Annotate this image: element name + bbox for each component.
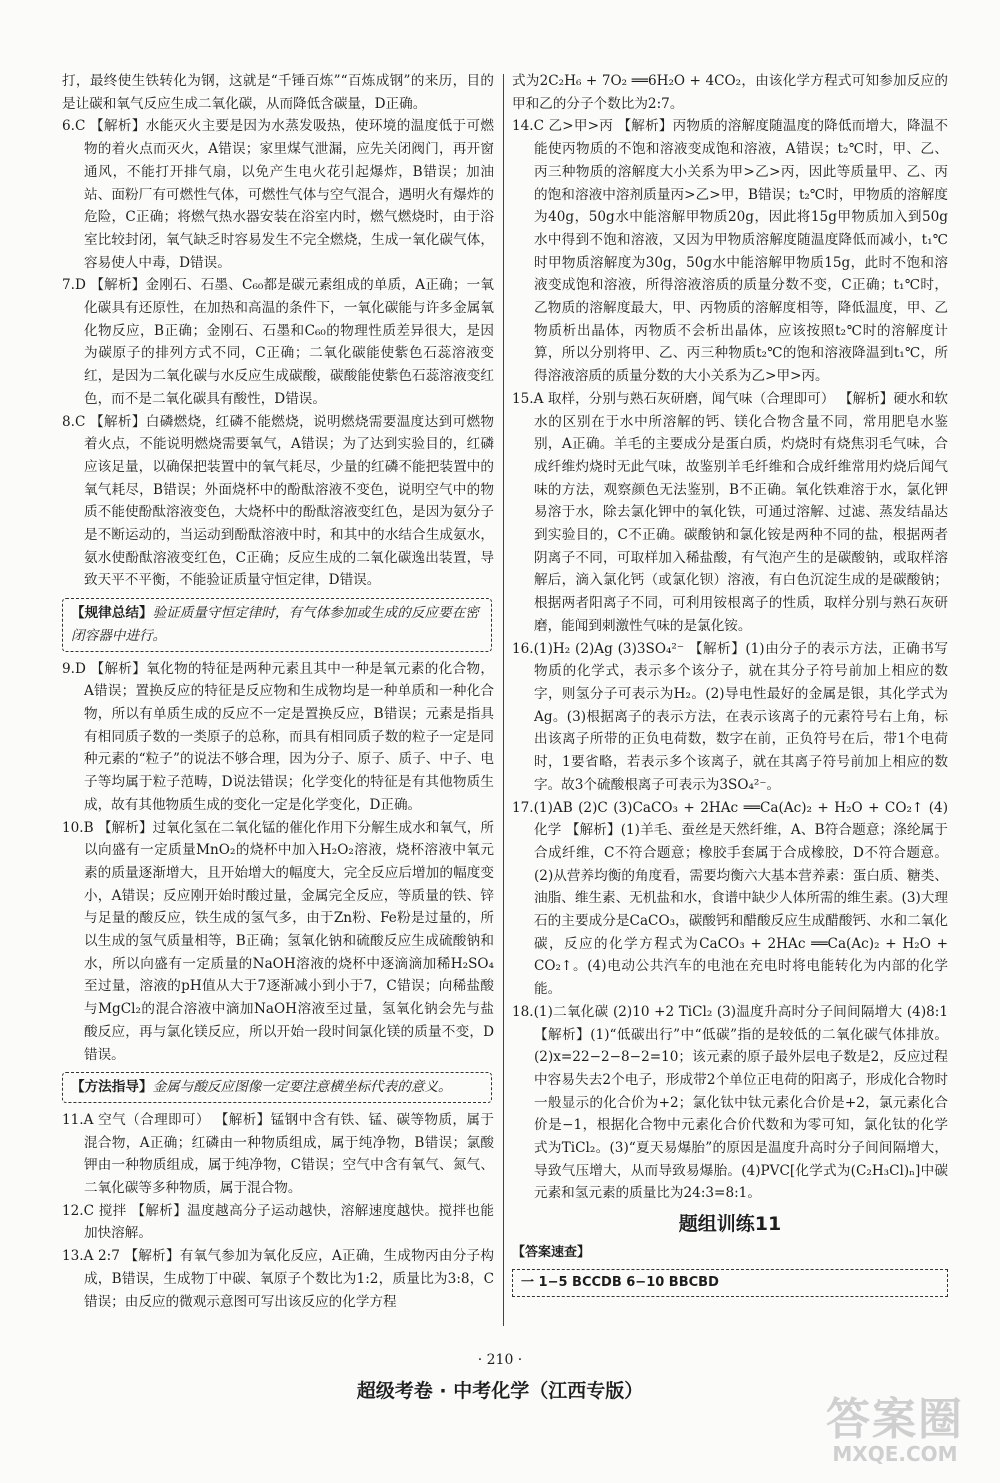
answer-quick-check-label: 【答案速查】 xyxy=(512,1244,591,1260)
column-divider xyxy=(503,74,504,1326)
answer-item-14: 14.C 乙>甲>丙 【解析】丙物质的溶解度随温度的降低而增大，降温不能使丙物质的不饱和溶液变成饱和溶液，A错误；t₂℃时，甲、乙、丙三种物质的溶解度大小关系为甲>乙>丙，因此等质量甲、乙、丙的饱和溶液中溶剂质量丙>乙>甲，B错误；t₂℃时，甲物质的溶解度为40g，50g水中能溶解甲物质20g，因此将15g甲物质加入到50g水中得到不饱和溶液，又因为甲物质溶解度随温度降低而减小，t₁℃时甲物质溶解度为30g，50g水中能溶解甲物质15g，此时不饱和溶液变成饱和溶液，所得溶液溶质的质量分数不变，C正确；t₁℃时，乙物质的溶解度最大，甲、丙物质的溶解度相等，降低温度，甲、乙物质析出晶体，丙物质不会析出晶体，应该按照t₂℃时的溶解度计算，所以分别将甲、乙、丙三种物质t₂℃的饱和溶液降温到t₁℃，所得溶液溶质的质量分数的大小关系为乙>甲>丙。 xyxy=(512,118,948,385)
method-guide-box xyxy=(62,1072,492,1103)
answer-item-12: 12.C 搅拌 【解析】温度越高分子运动越快，溶解速度越快。搅拌也能加快溶解。 xyxy=(62,1202,494,1242)
book-title: 超级考卷 · 中考化学（江西专版） xyxy=(356,1380,644,1402)
answer-item-13: 13.A 2:7 【解析】有氧气参加为氧化反应，A正确，生成物丙由分子构成，B错误，生成物丁中碳、氧原子个数比为1:2，质量比为3:8，C错误；由反应的微观示意图可写出该反应的化学方程 xyxy=(62,1248,494,1310)
watermark-text: 答案圈 xyxy=(826,1394,964,1445)
left-column xyxy=(62,70,494,1313)
rule-summary-text: 验证质量守恒定律时，有气体参加或生成的反应要在密闭容器中进行。 xyxy=(71,605,479,644)
right-column xyxy=(512,70,948,1297)
method-guide-text: 金属与酸反应图像一定要注意横坐标代表的意义。 xyxy=(152,1079,452,1096)
paragraph-continuation: 打，最终使生铁转化为钢，这就是“千锤百炼”“百炼成钢”的来历，目的是让碳和氧气反应生成二氧化碳，从而降低含碳量，D正确。 xyxy=(62,73,494,112)
answer-item-16: 16.(1)H₂ (2)Ag (3)3SO₄²⁻ 【解析】(1)由分子的表示方法，正确书写物质的化学式，表示多个该分子，就在其分子符号前加上相应的数字，则氢分子可表示为H₂。(2)导电性最好的金属是银，其化学式为Ag。(3)根据离子的表示方法，在表示该离子的元素符号右上角，标出该离子所带的正负电荷数，数字在前，正负符号在后，带1个电荷时，1要省略，若表示多个该离子，就在其离子符号前加上相应的数字。故3个硫酸根离子可表示为3SO₄²⁻。 xyxy=(512,640,948,793)
watermark-url: MXQE.COM xyxy=(832,1442,958,1466)
answer-item-18: 18.(1)二氧化碳 (2)10 +2 TiCl₂ (3)温度升高时分子间间隔增大 (4)8:1 【解析】(1)“低碳出行”中“低碳”指的是较低的二氧化碳气体排放。(2)x=22−2−8−2=10；该元素的原子最外层电子数是2，反应过程中容易失去2个电子，形成带2个单位正电荷的阳离子，形成化合物时一般显示的化合价为+2；氯化钛中钛元素化合价是+2，氯元素化合价是−1，根据化合物中元素化合价代数和为零可知，氯化钛的化学式为TiCl₂。(3)“夏天易爆胎”的原因是温度升高时分子间间隔增大，导致气压增大，从而导致易爆胎。(4)PVC[化学式为(C₂H₃Cl)ₙ]中碳元素和氢元素的质量比为24:3=8:1。 xyxy=(512,1003,948,1202)
page-number: · 210 · xyxy=(477,1352,523,1368)
method-guide-label: 【方法指导】 xyxy=(71,1079,153,1096)
answer-quick-check-box: 一 1−5 BCCDB 6−10 BBCBD xyxy=(512,1269,948,1298)
answer-item-11: 11.A 空气（合理即可） 【解析】锰钢中含有铁、锰、碳等物质，属于混合物，A正确；红磷由一种物质组成，属于纯净物，B错误；氯酸钾由一种物质组成，属于纯净物，C错误；空气中含有氧气、氮气、二氧化碳等多种物质，属于混合物。 xyxy=(62,1111,494,1197)
answer-item-10: 10.B 【解析】过氧化氢在二氧化锰的催化作用下分解生成水和氧气，所以向盛有一定质量MnO₂的烧杯中加入H₂O₂溶液，烧杯溶液中氧元素的质量逐渐增大，且开始增大的幅度大，完全反应后增加的幅度变小，A错误；反应刚开始时酸过量，金属完全反应，等质量的铁、锌与足量的酸反应，铁生成的氢气多，由于Zn粉、Fe粉是过量的，所以生成的氢气质量相等，B正确；氢氧化钠和硫酸反应生成硫酸钠和水，所以向盛有一定质量的NaOH溶液的烧杯中逐滴滴加稀H₂SO₄至过量，溶液的pH值从大于7逐渐减小到小于7，C错误；向稀盐酸与MgCl₂的混合溶液中滴加NaOH溶液至过量，氢氧化钠会先与盐酸反应，再与氯化镁反应，所以开始一段时间氯化镁的质量不变，D错误。 xyxy=(62,819,494,1063)
watermark-logo xyxy=(810,1394,980,1469)
section-title: 题组训练11 xyxy=(678,1213,782,1236)
rule-summary-label: 【规律总结】 xyxy=(71,605,153,622)
answer-item-17: 17.(1)AB (2)C (3)CaCO₃ + 2HAc ══Ca(Ac)₂ + H₂O + CO₂↑ (4)化学 【解析】(1)羊毛、蚕丝是天然纤维，A、B符合题意；涤纶属于合成纤维，C不符合题意；橡胶手套属于合成橡胶，D不符合题意。(2)从营养均衡的角度看，需要均衡六大基本营养素：蛋白质、糖类、油脂、维生素、无机盐和水，食谱中缺少人体所需的维生素。(3)大理石的主要成分是CaCO₃，碳酸钙和醋酸反应生成醋酸钙、水和二氧化碳，反应的化学方程式为CaCO₃ + 2HAc ══Ca(Ac)₂ + H₂O + CO₂↑。(4)电动公共汽车的电池在充电时将电能转化为内部的化学能。 xyxy=(512,799,948,998)
answer-item-15: 15.A 取样，分别与熟石灰研磨，闻气味（合理即可） 【解析】硬水和软水的区别在于水中所溶解的钙、镁化合物含量不同，常用肥皂水鉴别，A正确。羊毛的主要成分是蛋白质，灼烧时有烧焦羽毛气味，合成纤维灼烧时无此气味，故鉴别羊毛纤维和合成纤维常用灼烧后闻气味的方法，观察颜色无法鉴别，B不正确。氧化铁难溶于水，氯化钾易溶于水，除去氯化钾中的氧化铁，可通过溶解、过滤、蒸发结晶达到实验目的，C不正确。碳酸钠和氯化铵是两种不同的盐，根据两者阴离子不同，可取样加入稀盐酸，有气泡产生的是碳酸钠，或取样溶解后，滴入氯化钙（或氯化钡）溶液，有白色沉淀生成的是碳酸钠；根据两者阳离子不同，可利用铵根离子的性质，取样分别与熟石灰研磨，能闻到刺激性气味的是氯化铵。 xyxy=(512,390,948,634)
answer-item-8: 8.C 【解析】白磷燃烧，红磷不能燃烧，说明燃烧需要温度达到可燃物着火点，不能说明燃烧需要氧气，A错误；为了达到实验目的，红磷应该足量，以确保把装置中的氧气耗尽，少量的红磷不能把装置中的氧气耗尽，B错误；外面烧杯中的酚酞溶液不变色，说明空气中的物质不能使酚酞溶液变色，大烧杯中的酚酞溶液变红色，是因为氨分子是不断运动的，当运动到酚酞溶液中时，和其中的水结合生成氨水，氨水使酚酞溶液变红色，C正确；反应生成的二氧化碳逸出装置，导致天平不平衡，不能验证质量守恒定律，D错误。 xyxy=(62,413,494,589)
rule-summary-box xyxy=(62,598,492,651)
answer-item-7: 7.D 【解析】金刚石、石墨、C₆₀都是碳元素组成的单质，A正确；一氧化碳具有还原性，在加热和高温的条件下，一氧化碳能与许多金属氧化物反应，B正确；金刚石、石墨和C₆₀的物理性质差异很大，是因为碳原子的排列方式不同，C正确；二氧化碳能使紫色石蕊溶液变红，是因为二氧化碳与水反应生成碳酸，碳酸能使紫色石蕊溶液变红色，而不是二氧化碳具有酸性，D错误。 xyxy=(62,277,494,407)
paragraph-continuation-right: 式为2C₂H₆ + 7O₂ ══6H₂O + 4CO₂，由该化学方程式可知参加反应的甲和乙的分子个数比为2:7。 xyxy=(512,73,948,112)
answer-item-6: 6.C 【解析】水能灭火主要是因为水蒸发吸热，使环境的温度低于可燃物的着火点而灭火，A错误；家里煤气泄漏，应先关闭阀门，再开窗通风，不能打开排气扇，以免产生电火花引起爆炸，B错误；加油站、面粉厂有可燃性气体，可燃性气体与空气混合，遇明火有爆炸的危险，C正确；将燃气热水器安装在浴室内时，燃气燃烧时，由于浴室比较封闭，氧气缺乏时容易发生不完全燃烧，生成一氧化碳气体，容易使人中毒，D错误。 xyxy=(62,118,494,271)
answer-item-9: 9.D 【解析】氧化物的特征是两种元素且其中一种是氧元素的化合物，A错误；置换反应的特征是反应物和生成物均是一种单质和一种化合物，所以有单质生成的反应不一定是置换反应，B错误；元素是指具有相同质子数的一类原子的总称，而具有相同质子数的粒子一定是同种元素的“粒子”的说法不够合理，因为分子、原子、质子、中子、电子等均属于粒子范畴，D说法错误；化学变化的特征是有其他物质生成，故有其他物质生成的变化一定是化学变化，D正确。 xyxy=(62,660,494,813)
